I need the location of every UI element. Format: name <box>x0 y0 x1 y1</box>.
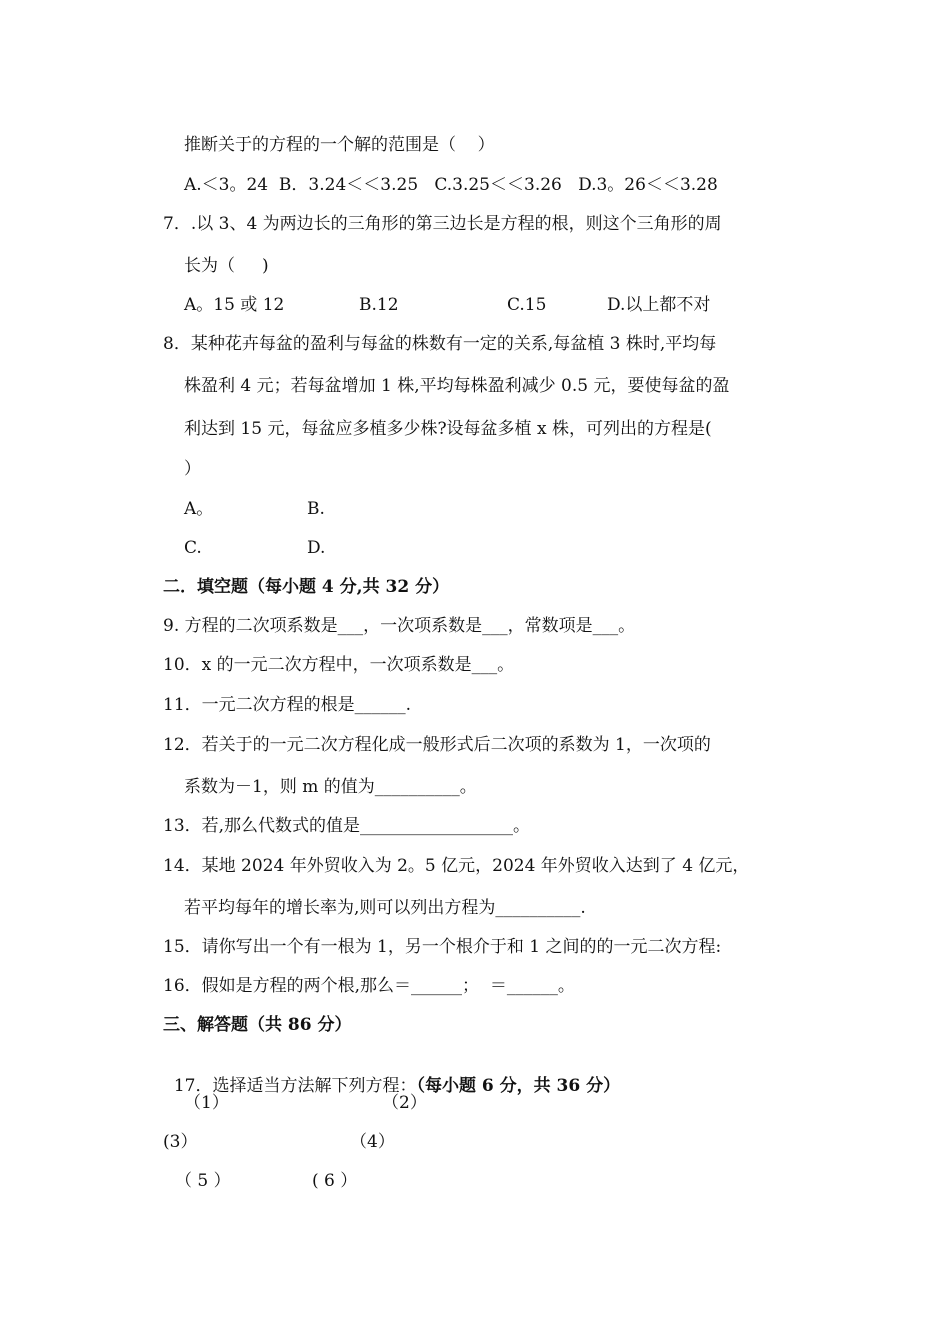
question-8-line-2: 株盈利 4 元；若每盆增加 1 株,平均每株盈利减少 0.5 元，要使每盆的盈 <box>184 376 730 396</box>
question-17-part-1: （1） <box>184 1093 229 1113</box>
question-9: 9. 方程的二次项系数是___，一次项系数是___，常数项是___。 <box>163 616 636 636</box>
question-17-part-3: (3） <box>163 1132 198 1152</box>
question-8-line-1: 8．某种花卉每盆的盈利与每盆的株数有一定的关系,每盆植 3 株时,平均每 <box>163 334 717 354</box>
question-7-option-c: C.15 <box>507 295 547 315</box>
question-6-stem-tail: 推断关于的方程的一个解的范围是（ ） <box>184 135 495 155</box>
question-8-line-4: ） <box>184 459 201 479</box>
question-7-option-b: B.12 <box>359 295 399 315</box>
question-7-option-d: D.以上都不对 <box>607 295 711 315</box>
question-8-option-a: A。 <box>184 499 214 519</box>
section-2-title: 二．填空题（每小题 4 分,共 32 分） <box>163 577 450 597</box>
question-11: 11．一元二次方程的根是______. <box>163 695 412 715</box>
question-17-part-5: （ 5 ） <box>175 1171 231 1191</box>
question-15: 15．请你写出一个有一根为 1，另一个根介于和 1 之间的的一元二次方程: <box>163 937 722 957</box>
question-17-stem <box>163 1053 620 1097</box>
question-8-line-3: 利达到 15 元，每盆应多植多少株?设每盆多植 x 株，可列出的方程是( <box>184 419 712 439</box>
question-17-part-6: ( 6 ） <box>312 1171 358 1191</box>
question-8-option-d: D. <box>307 538 326 558</box>
question-7-line-2: 长为（ ) <box>184 256 269 276</box>
question-16: 16．假如是方程的两个根,那么＝______； ＝______。 <box>163 976 575 996</box>
question-8-option-c: C. <box>184 538 202 558</box>
question-10: 10．x 的一元二次方程中，一次项系数是___。 <box>163 655 515 675</box>
question-17-score-note: （每小题 6 分，共 36 分） <box>416 1076 621 1096</box>
question-8-option-b: B. <box>307 499 325 519</box>
question-17-part-2: （2） <box>382 1093 427 1113</box>
question-14-line-1: 14．某地 2024 年外贸收入为 2。5 亿元，2024 年外贸收入达到了 4 亿元， <box>163 856 750 876</box>
question-12-line-2: 系数为－1，则 m 的值为__________。 <box>184 777 477 797</box>
question-17-part-4: （4） <box>350 1132 395 1152</box>
question-6-options: A.＜3。24 B．3.24＜＜3.25 C.3.25＜＜3.26 D.3。26＜＜3.28 <box>184 175 718 195</box>
question-17-stem-text: 17．选择适当方法解下列方程： <box>173 1076 417 1096</box>
question-7-option-a: A。15 或 12 <box>184 295 285 315</box>
question-14-line-2: 若平均每年的增长率为,则可以列出方程为__________. <box>184 898 586 918</box>
question-13: 13．若,那么代数式的值是__________________。 <box>163 816 531 836</box>
question-12-line-1: 12．若关于的一元二次方程化成一般形式后二次项的系数为 1，一次项的 <box>163 735 711 755</box>
section-3-title: 三、解答题（共 86 分） <box>163 1015 352 1035</box>
question-7-line-1: 7．.以 3、4 为两边长的三角形的第三边长是方程的根，则这个三角形的周 <box>163 214 722 234</box>
